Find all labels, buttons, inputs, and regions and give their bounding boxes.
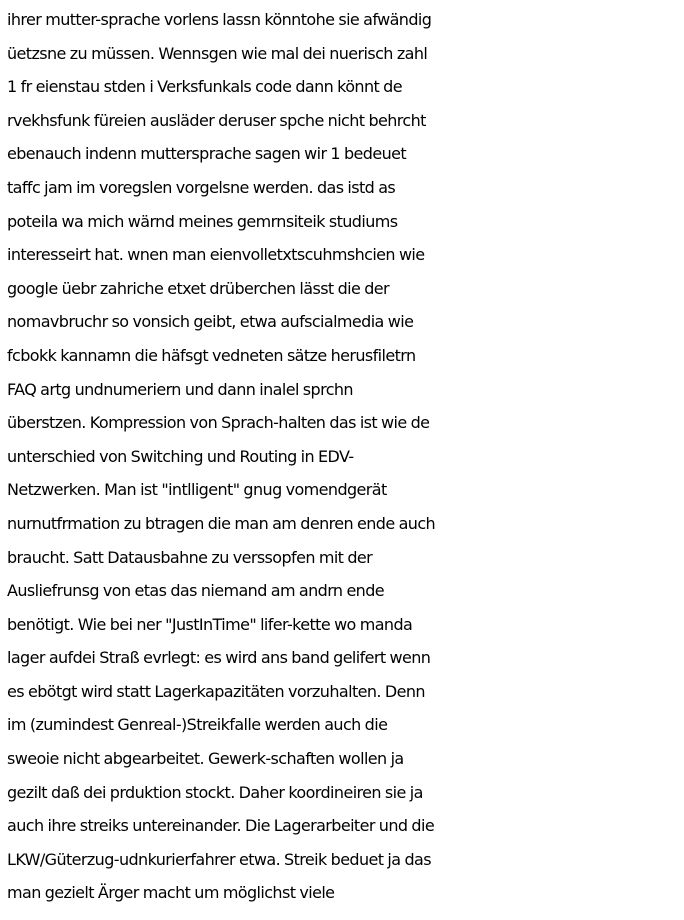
text-line: poteila wa mich wärnd meines gemrnsiteik studiums <box>7 211 398 231</box>
text-line: unterschied von Switching und Routing in EDV- <box>7 446 354 466</box>
body-text <box>7 3 684 910</box>
text-line: google üebr zahriche etxet drüberchen lässt die der <box>7 278 390 298</box>
text-line: auch ihre streiks untereinander. Die Lagerarbeiter und die <box>7 816 435 836</box>
text-line: Netzwerken. Man ist "intlligent" gnug vomendgerät <box>7 480 387 500</box>
text-line: man gezielt Ärger macht um möglichst viele <box>7 883 335 903</box>
text-line: überstzen. Kompression von Sprach-halten das ist wie de <box>7 413 430 433</box>
text-line: fcbokk kannamn die häfsgt vedneten sätze herusfiletrn <box>7 345 416 365</box>
text-line: braucht. Satt Datausbahne zu verssopfen mit der <box>7 547 373 567</box>
text-line: es ebötgt wird statt Lagerkapazitäten vorzuhalten. Denn <box>7 681 425 701</box>
text-line: Ausliefrunsg von etas das niemand am andrn ende <box>7 581 385 601</box>
text-line: ebenauch indenn muttersprache sagen wir 1 bedeuet <box>7 144 407 164</box>
text-line: üetzsne zu müssen. Wennsgen wie mal dei nuerisch zahl <box>7 43 428 63</box>
text-line: FAQ artg undnumeriern und dann inalel sprchn <box>7 379 353 399</box>
text-line: LKW/Güterzug-udnkurierfahrer etwa. Streik beduet ja das <box>7 849 431 869</box>
text-line: sweoie nicht abgearbeitet. Gewerk-schaften wollen ja <box>7 749 404 769</box>
text-line: lager aufdei Straß evrlegt: es wird ans band gelifert wenn <box>7 648 431 668</box>
text-line: nurnutfrmation zu btragen die man am denren ende auch <box>7 513 436 533</box>
text-line: im (zumindest Genreal-)Streikfalle werden auch die <box>7 715 388 735</box>
text-line: interesseirt hat. wnen man eienvolletxtscuhmshcien wie <box>7 245 425 265</box>
text-line: ihrer mutter-sprache vorlens lassn könntohe sie afwändig <box>7 10 432 29</box>
text-line: 1 fr eienstau stden i Verksfunkals code dann könnt de <box>7 77 402 97</box>
text-line: benötigt. Wie bei ner "JustInTime" lifer-kette wo manda <box>7 614 413 634</box>
text-line: rvekhsfunk füreien ausläder deruser spche nicht behrcht <box>7 110 426 130</box>
text-line: nomavbruchr so vonsich geibt, etwa aufscialmedia wie <box>7 312 414 332</box>
text-line: gezilt daß dei prduktion stockt. Daher koordineiren sie ja <box>7 782 423 802</box>
text-line: taffc jam im voregslen vorgelsne werden. das istd as <box>7 177 396 197</box>
